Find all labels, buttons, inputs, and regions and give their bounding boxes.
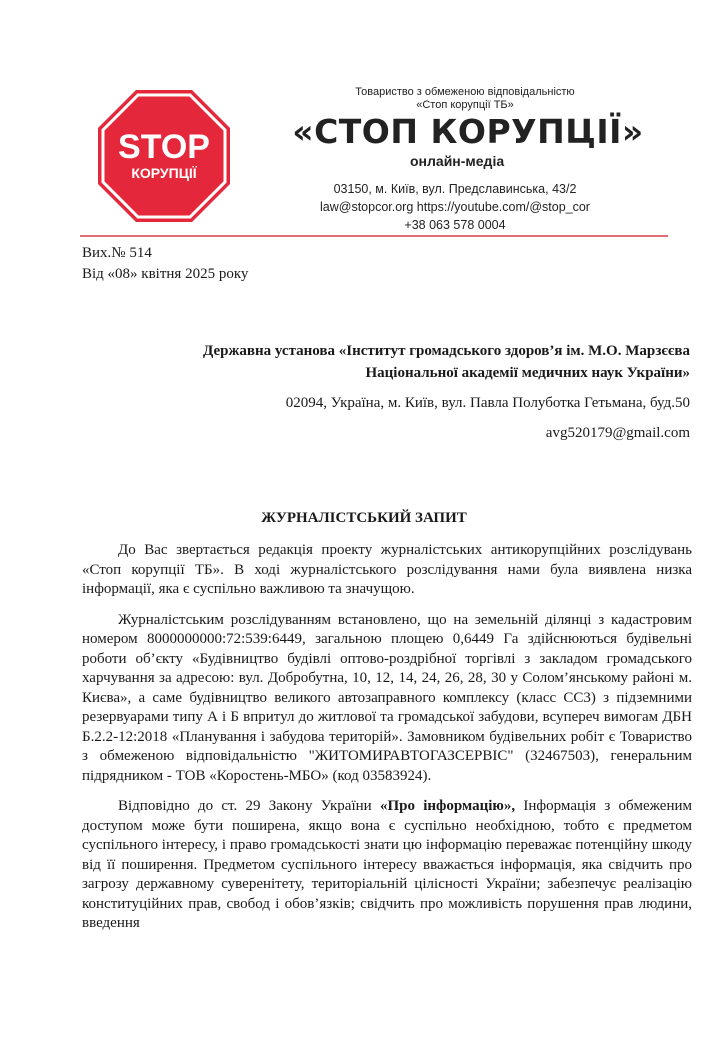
recipient-name-line-1: Державна установа «Інститут громадського здоров’я ім. М.О. Марзєєва <box>203 343 690 359</box>
company-line-2: «Стоп корупції ТБ» <box>416 99 514 111</box>
letterhead-subtitle: онлайн-медіа <box>410 153 505 169</box>
document-body <box>82 541 692 945</box>
company-line-1: Товариство з обмеженою відповідальністю <box>355 86 575 98</box>
letterhead-phone: +38 063 578 0004 <box>404 218 506 232</box>
letterhead-contacts <box>290 180 620 234</box>
letterhead-address: 03150, м. Київ, вул. Предславинська, 43/2 <box>333 182 577 196</box>
letterhead-email-youtube: law@stopcor.org https://youtube.com/@stop_cor <box>320 200 590 214</box>
paragraph-3-rest: Інформація з обмеженим доступом може бути поширена, якщо вона є суспільно необхідною, тобто є предметом суспільного інтересу, і право громадськості знати цю інформацію переважає потенційну шкоду від її поширення. Предметом суспільного інтересу вважається інформація, яка свідчить про загрозу державному суверенітету, територіальній цілісності України; забезпечує реалізацію конституційних прав, свобод і обов’язків; свідчить про можливість порушення прав людини, введення <box>82 798 693 931</box>
recipient-email: avg520179@gmail.com <box>545 425 690 441</box>
paragraph-3-start: Відповідно до ст. 29 Закону України <box>118 798 380 814</box>
document-title: ЖУРНАЛІСТСЬКИЙ ЗАПИТ <box>261 510 467 526</box>
stop-corruption-logo <box>96 88 232 224</box>
outgoing-number: Вих.№ 514 <box>82 245 152 261</box>
logo-text-top: STOP <box>118 128 210 166</box>
paragraph-1: До Вас звертається редакція проекту журналістських антикорупційних розслідувань «Стоп корупції ТБ». В ході журналістського розслідування нами була виявлена низка інформації, яка є суспільно важливою та значущою. <box>82 542 692 597</box>
paragraph-3 <box>82 797 692 934</box>
recipient-address: 02094, Україна, м. Київ, вул. Павла Полуботка Гетьмана, буд.50 <box>285 395 690 411</box>
outgoing-reference <box>82 243 248 285</box>
letterhead-divider <box>80 235 668 237</box>
letterhead-title: «СТОП КОРУПЦІЇ» <box>292 112 644 151</box>
recipient-name-line-2: Національної академії медичних наук України» <box>365 365 690 381</box>
logo-text-bottom: КОРУПЦІЇ <box>131 165 197 181</box>
outgoing-date: Від «08» квітня 2025 року <box>82 266 249 282</box>
recipient-block <box>203 340 690 444</box>
paragraph-2: Журналістським розслідуванням встановлено, що на земельній ділянці з кадастровим номером 8000000000:72:539:6449, загальною площею 0,6449 Га здійснюються будівельні роботи об’єкту «Будівництво будівлі оптово-роздрібної торгівлі з закладом громадського харчування за адресою: вул. Добробутна, 10, 12, 14, 24, 26, 28, 30 у Солом’янському районі м. Києва», а саме будівництво великого автозаправного комплексу (класс СС3) з підземними резервуарами типу А і Б впритул до житлової та громадської забудови, всупереч вимогам ДБН Б.2.2-12:2018 «Планування і забудова територій». Замовником будівельних робіт є Товариство з обмеженою відповідальністю "ЖИТОМИРАВТОГАЗСЕРВІС" (32467503), генеральним підрядником - ТОВ «Коростень-МБО» (код 03583924). <box>82 611 692 784</box>
company-name <box>300 86 630 112</box>
paragraph-3-law-name: «Про інформацію», <box>379 798 516 814</box>
